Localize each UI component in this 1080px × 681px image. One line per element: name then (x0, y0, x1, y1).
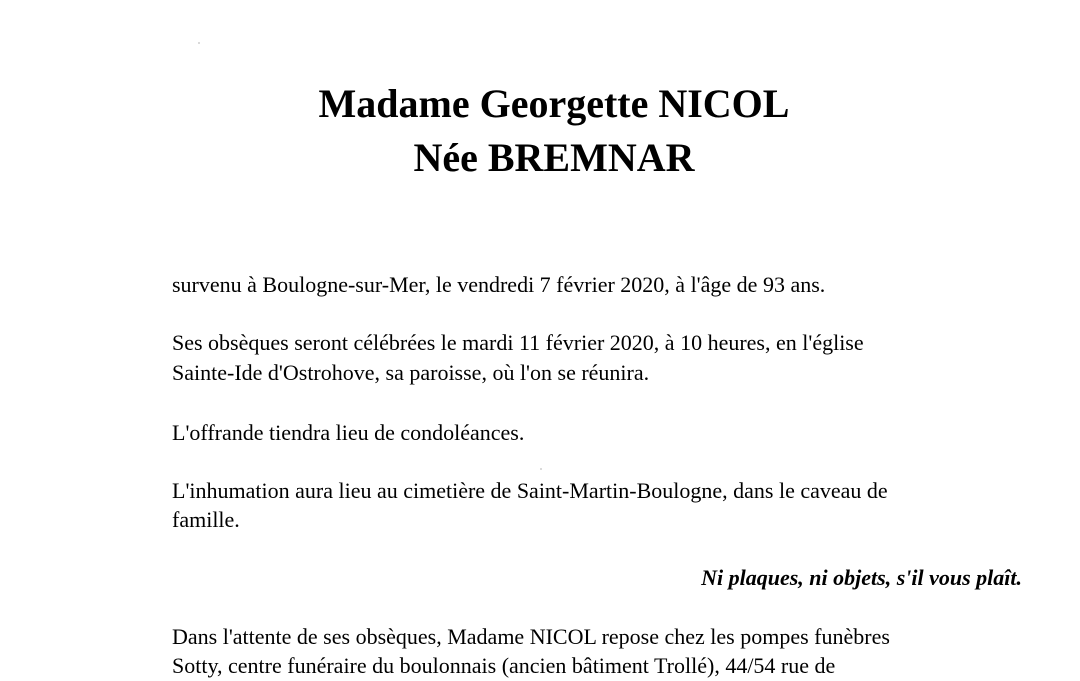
resting-place-line-2: Sotty, centre funéraire du boulonnais (ancien bâtiment Trollé), 44/54 rue de (172, 653, 836, 678)
burial-details-line-1: L'inhumation aura lieu au cimetière de Saint-Martin-Boulogne, dans le caveau de (172, 478, 888, 503)
death-announcement: survenu à Boulogne-sur-Mer, le vendredi 7 février 2020, à l'âge de 93 ans. (172, 272, 826, 297)
burial-details-line-2: famille. (172, 507, 240, 532)
deceased-name: Madame Georgette NICOL (318, 81, 790, 126)
funeral-details-line-2: Sainte-Ide d'Ostrohove, sa paroisse, où l'on se réunira. (172, 360, 650, 385)
no-plaques-note: Ni plaques, ni objets, s'il vous plaît. (701, 565, 1022, 590)
scan-speck (540, 468, 542, 470)
funeral-details-line-1: Ses obsèques seront célébrées le mardi 11 février 2020, à 10 heures, en l'église (172, 330, 864, 355)
offering-note: L'offrande tiendra lieu de condoléances. (172, 420, 525, 445)
maiden-name: Née BREMNAR (413, 135, 695, 180)
scan-speck (198, 42, 200, 44)
resting-place-line-1: Dans l'attente de ses obsèques, Madame NICOL repose chez les pompes funèbres (172, 624, 890, 649)
